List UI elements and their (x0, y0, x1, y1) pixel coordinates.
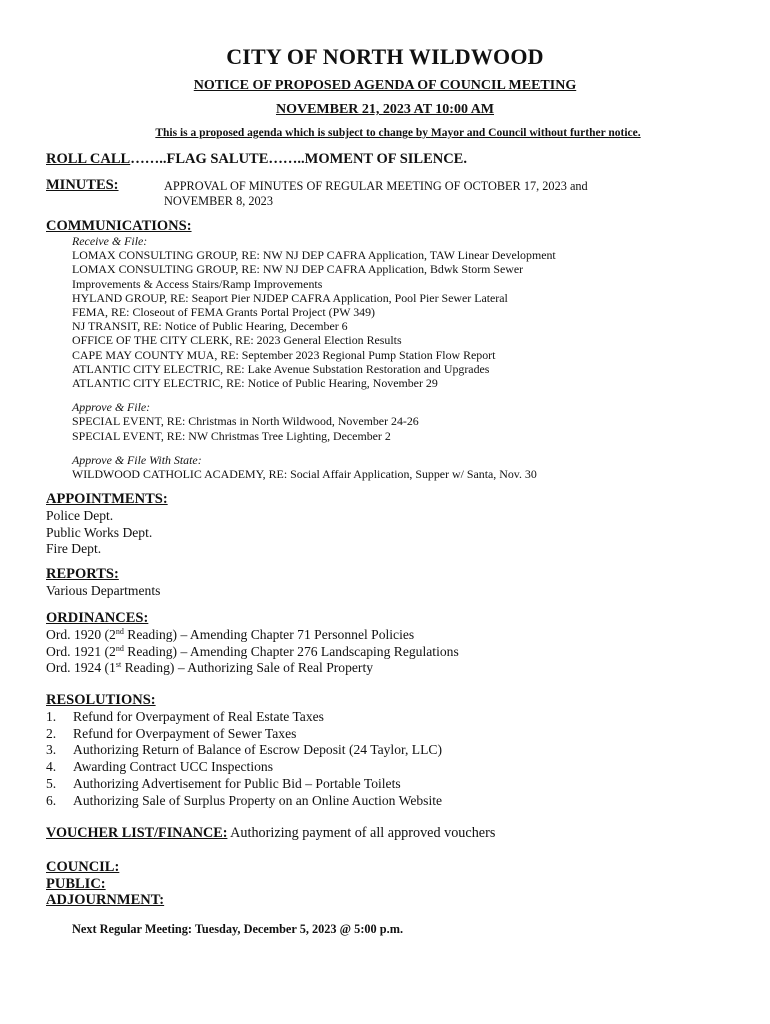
resolution-item: 6. Authorizing Sale of Surplus Property on an Online Auction Website (46, 792, 443, 808)
comm-item: ATLANTIC CITY ELECTRIC, RE: Lake Avenue Substation Restoration and Upgrades (72, 361, 490, 376)
comm-item: FEMA, RE: Closeout of FEMA Grants Portal Project (PW 349) (72, 305, 375, 320)
roll-call-label: ROLL CALL (46, 151, 131, 167)
roll-call-rest: ……..FLAG SALUTE……..MOMENT OF SILENCE. (130, 151, 467, 167)
approve-file-label: Approve & File: (72, 400, 151, 415)
ordinances-heading: ORDINANCES: (46, 610, 149, 626)
minutes-line: APPROVAL OF MINUTES OF REGULAR MEETING OF OCTOBER 17, 2023 and (164, 179, 588, 193)
comm-item: OFFICE OF THE CITY CLERK, RE: 2023 General Election Results (72, 333, 402, 348)
notice-heading: NOTICE OF PROPOSED AGENDA OF COUNCIL MEETING (193, 78, 577, 93)
comm-item: SPECIAL EVENT, RE: NW Christmas Tree Lighting, December 2 (72, 428, 391, 443)
comm-item: LOMAX CONSULTING GROUP, RE: NW NJ DEP CAFRA Application, Bdwk Storm Sewer (72, 262, 524, 277)
minutes-line: NOVEMBER 8, 2023 (164, 194, 273, 208)
closing-section (46, 859, 164, 909)
resolutions-section (46, 692, 442, 810)
voucher-text: Authorizing payment of all approved vouchers (227, 825, 496, 841)
appointments-heading: APPOINTMENTS: (46, 491, 168, 507)
resolutions-list (46, 709, 442, 810)
comm-item: WILDWOOD CATHOLIC ACADEMY, RE: Social Affair Application, Supper w/ Santa, Nov. 30 (72, 467, 537, 482)
reports-section (46, 566, 160, 600)
reports-heading: REPORTS: (46, 566, 119, 582)
council-heading: COUNCIL: (46, 859, 120, 875)
voucher-label: VOUCHER LIST/FINANCE: (46, 825, 228, 841)
comm-item: Improvements & Access Stairs/Ramp Improvements (72, 276, 323, 291)
disclaimer: This is a proposed agenda which is subject to change by Mayor and Council without further notice. (155, 127, 641, 139)
resolution-item: 1. Refund for Overpayment of Real Estate Taxes (46, 708, 324, 724)
comm-item: HYLAND GROUP, RE: Seaport Pier NJDEP CAFRA Application, Pool Pier Sewer Lateral (72, 290, 508, 305)
communications-heading: COMMUNICATIONS: (46, 218, 192, 234)
resolution-item: 5. Authorizing Advertisement for Public Bid – Portable Toilets (46, 775, 401, 791)
list-item: Fire Dept. (46, 541, 102, 557)
communications-list (72, 234, 752, 481)
resolutions-heading: RESOLUTIONS: (46, 692, 156, 708)
comm-item: SPECIAL EVENT, RE: Christmas in North Wildwood, November 24-26 (72, 414, 419, 429)
resolution-item: 4. Awarding Contract UCC Inspections (46, 759, 273, 775)
comm-item: CAPE MAY COUNTY MUA, RE: September 2023 Regional Pump Station Flow Report (72, 347, 496, 362)
minutes-label: MINUTES: (46, 177, 119, 193)
list-item: Public Works Dept. (46, 524, 153, 540)
public-heading: PUBLIC: (46, 875, 106, 892)
next-meeting: Next Regular Meeting: Tuesday, December 5, 2023 @ 5:00 p.m. (72, 922, 404, 936)
page-title: CITY OF NORTH WILDWOOD (226, 44, 544, 69)
minutes-text (164, 179, 724, 209)
receive-file-label: Receive & File: (72, 234, 148, 248)
ordinance-item: Ord. 1924 (1st Reading) – Authorizing Sale of Real Property (46, 660, 374, 676)
voucher-line (46, 825, 495, 842)
list-item: Various Departments (46, 582, 161, 598)
appointments-section (46, 491, 168, 558)
approve-state-label: Approve & File With State: (72, 452, 202, 467)
ordinance-item: Ord. 1920 (2nd Reading) – Amending Chapter 71 Personnel Policies (46, 626, 415, 642)
comm-item: NJ TRANSIT, RE: Notice of Public Hearing, December 6 (72, 319, 348, 334)
ordinances-section (46, 610, 459, 677)
roll-call-line (46, 151, 467, 168)
comm-item: ATLANTIC CITY ELECTRIC, RE: Notice of Public Hearing, November 29 (72, 376, 438, 391)
list-item: Police Dept. (46, 507, 114, 523)
comm-item: LOMAX CONSULTING GROUP, RE: NW NJ DEP CAFRA Application, TAW Linear Development (72, 248, 556, 263)
resolution-item: 2. Refund for Overpayment of Sewer Taxes (46, 725, 297, 741)
meeting-date: NOVEMBER 21, 2023 AT 10:00 AM (275, 102, 495, 117)
ordinance-item: Ord. 1921 (2nd Reading) – Amending Chapter 276 Landscaping Regulations (46, 643, 459, 659)
adjournment-heading: ADJOURNMENT: (46, 892, 165, 908)
resolution-item: 3. Authorizing Return of Balance of Escrow Deposit (24 Taylor, LLC) (46, 742, 442, 758)
